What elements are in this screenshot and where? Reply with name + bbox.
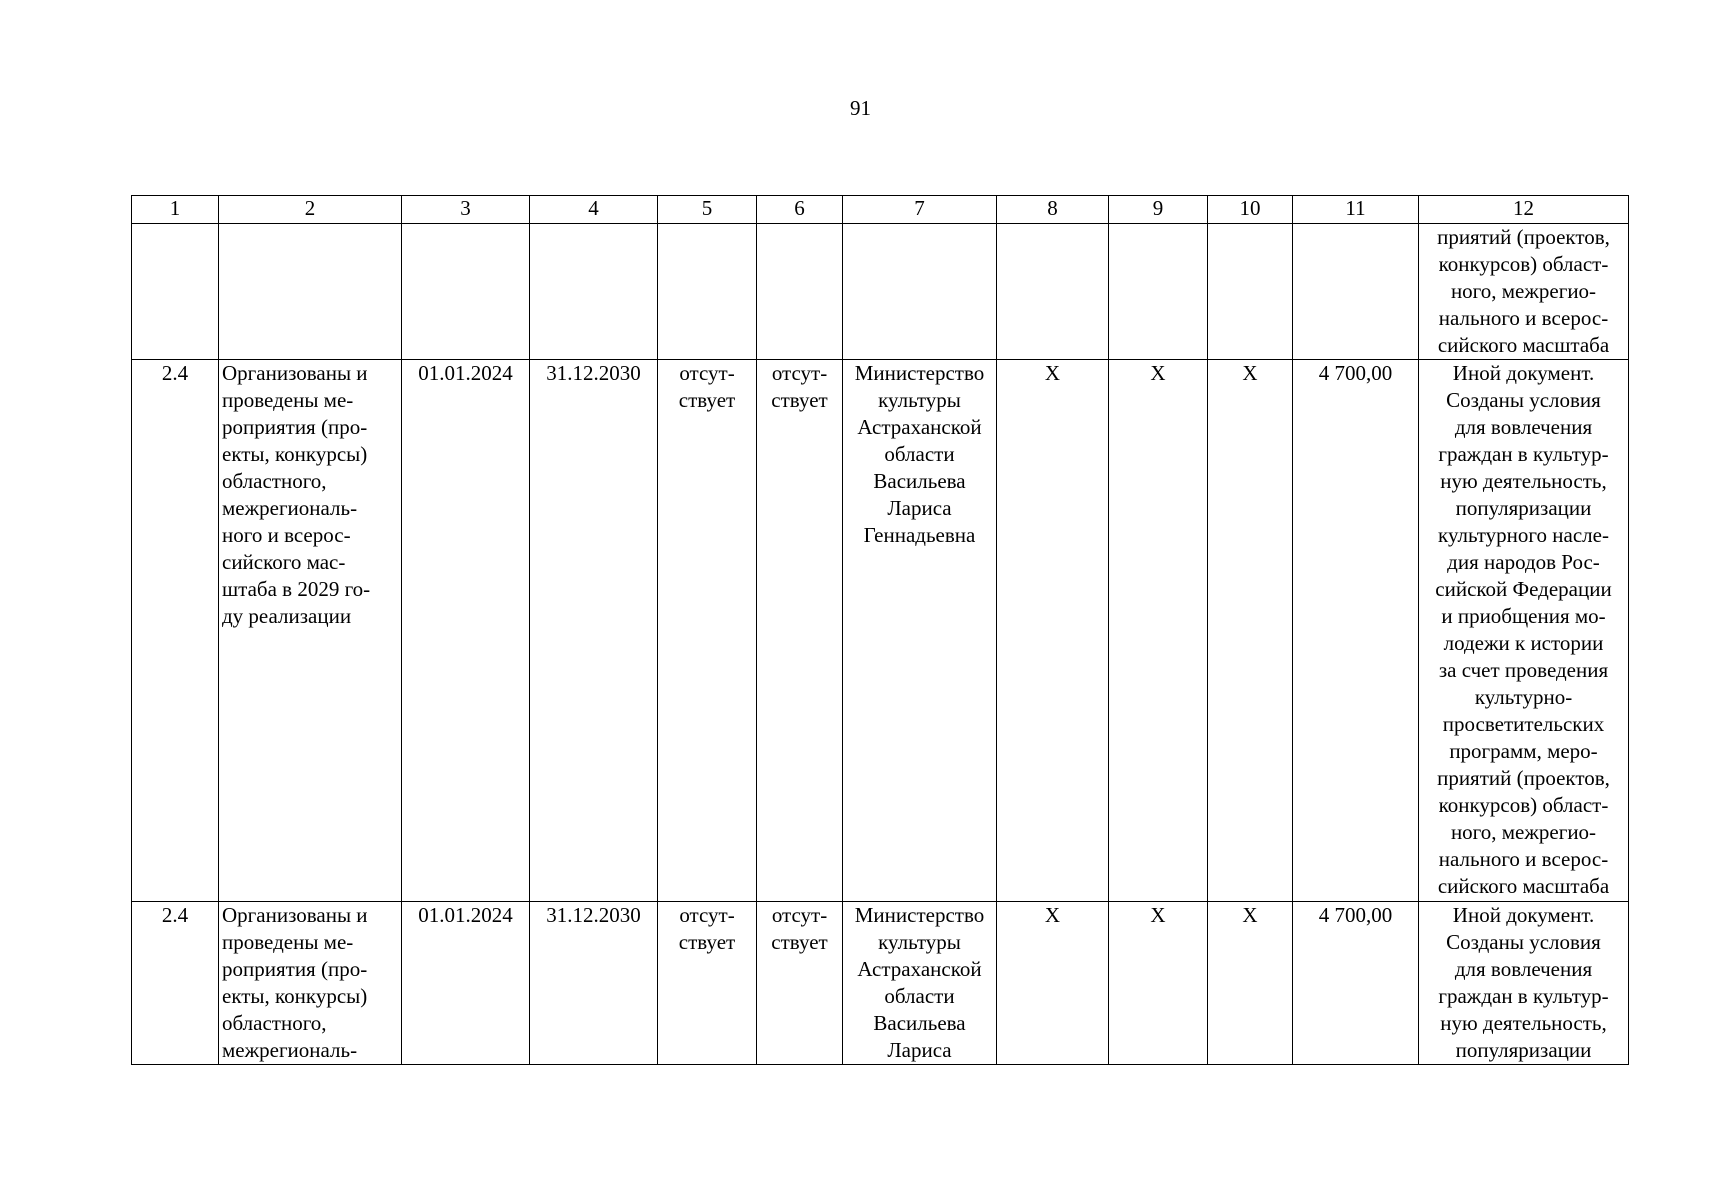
cell-empty xyxy=(530,224,658,360)
document-table xyxy=(131,195,1629,1065)
column-header-4: 4 xyxy=(530,196,658,224)
cell-result-continued: приятий (проектов, конкурсов) област- ного, межрегио- нального и всерос- сийского масштаба xyxy=(1419,224,1629,360)
cell-empty xyxy=(1293,224,1419,360)
column-header-11: 11 xyxy=(1293,196,1419,224)
column-header-6: 6 xyxy=(757,196,843,224)
column-header-3: 3 xyxy=(402,196,530,224)
column-header-10: 10 xyxy=(1208,196,1293,224)
cell-empty xyxy=(658,224,757,360)
header-row xyxy=(132,196,1629,224)
cell-col6: отсут- ствует xyxy=(757,902,843,1065)
cell-start-date: 01.01.2024 xyxy=(402,360,530,902)
column-header-2: 2 xyxy=(219,196,402,224)
table-row xyxy=(132,360,1629,902)
cell-col5: отсут- ствует xyxy=(658,360,757,902)
cell-col8: X xyxy=(997,902,1109,1065)
cell-empty xyxy=(1109,224,1208,360)
cell-number: 2.4 xyxy=(132,360,219,902)
cell-description: Организованы и проведены ме- роприятия (про- екты, конкурсы) областного, межрегиональ- ного и всерос- сийского мас- штаба в 2029 го- ду реализации xyxy=(219,360,402,902)
cell-empty xyxy=(757,224,843,360)
column-header-12: 12 xyxy=(1419,196,1629,224)
column-header-8: 8 xyxy=(997,196,1109,224)
cell-empty xyxy=(1208,224,1293,360)
cell-result: Иной документ. Созданы условия для вовлечения граждан в культур- ную деятельность, популяризации культурного насле- дия народов Рос- сийской Федерации и приобщения мо- лодежи к истории за счет проведения культурно- просветительских программ, меро- приятий (проектов, конкурсов) област- ного, межрегио- нального и всерос- сийского масштаба xyxy=(1419,360,1629,902)
cell-empty xyxy=(843,224,997,360)
cell-result: Иной документ. Созданы условия для вовлечения граждан в культур- ную деятельность, популяризации xyxy=(1419,902,1629,1065)
cell-empty xyxy=(132,224,219,360)
column-header-9: 9 xyxy=(1109,196,1208,224)
page-number: 91 xyxy=(850,96,871,120)
cell-responsible: Министерство культуры Астраханской области Васильева Лариса xyxy=(843,902,997,1065)
cell-empty xyxy=(219,224,402,360)
cell-col9: X xyxy=(1109,902,1208,1065)
cell-description: Организованы и проведены ме- роприятия (про- екты, конкурсы) областного, межрегиональ- xyxy=(219,902,402,1065)
cell-end-date: 31.12.2030 xyxy=(530,360,658,902)
cell-responsible: Министерство культуры Астраханской области Васильева Лариса Геннадьевна xyxy=(843,360,997,902)
cell-col10: X xyxy=(1208,902,1293,1065)
table-row xyxy=(132,902,1629,1065)
cell-number: 2.4 xyxy=(132,902,219,1065)
cell-empty xyxy=(402,224,530,360)
cell-col6: отсут- ствует xyxy=(757,360,843,902)
cell-col8: X xyxy=(997,360,1109,902)
continuation-row xyxy=(132,224,1629,360)
cell-amount: 4 700,00 xyxy=(1293,360,1419,902)
cell-amount: 4 700,00 xyxy=(1293,902,1419,1065)
cell-start-date: 01.01.2024 xyxy=(402,902,530,1065)
cell-col9: X xyxy=(1109,360,1208,902)
cell-end-date: 31.12.2030 xyxy=(530,902,658,1065)
cell-col5: отсут- ствует xyxy=(658,902,757,1065)
column-header-7: 7 xyxy=(843,196,997,224)
cell-empty xyxy=(997,224,1109,360)
column-header-5: 5 xyxy=(658,196,757,224)
cell-col10: X xyxy=(1208,360,1293,902)
column-header-1: 1 xyxy=(132,196,219,224)
